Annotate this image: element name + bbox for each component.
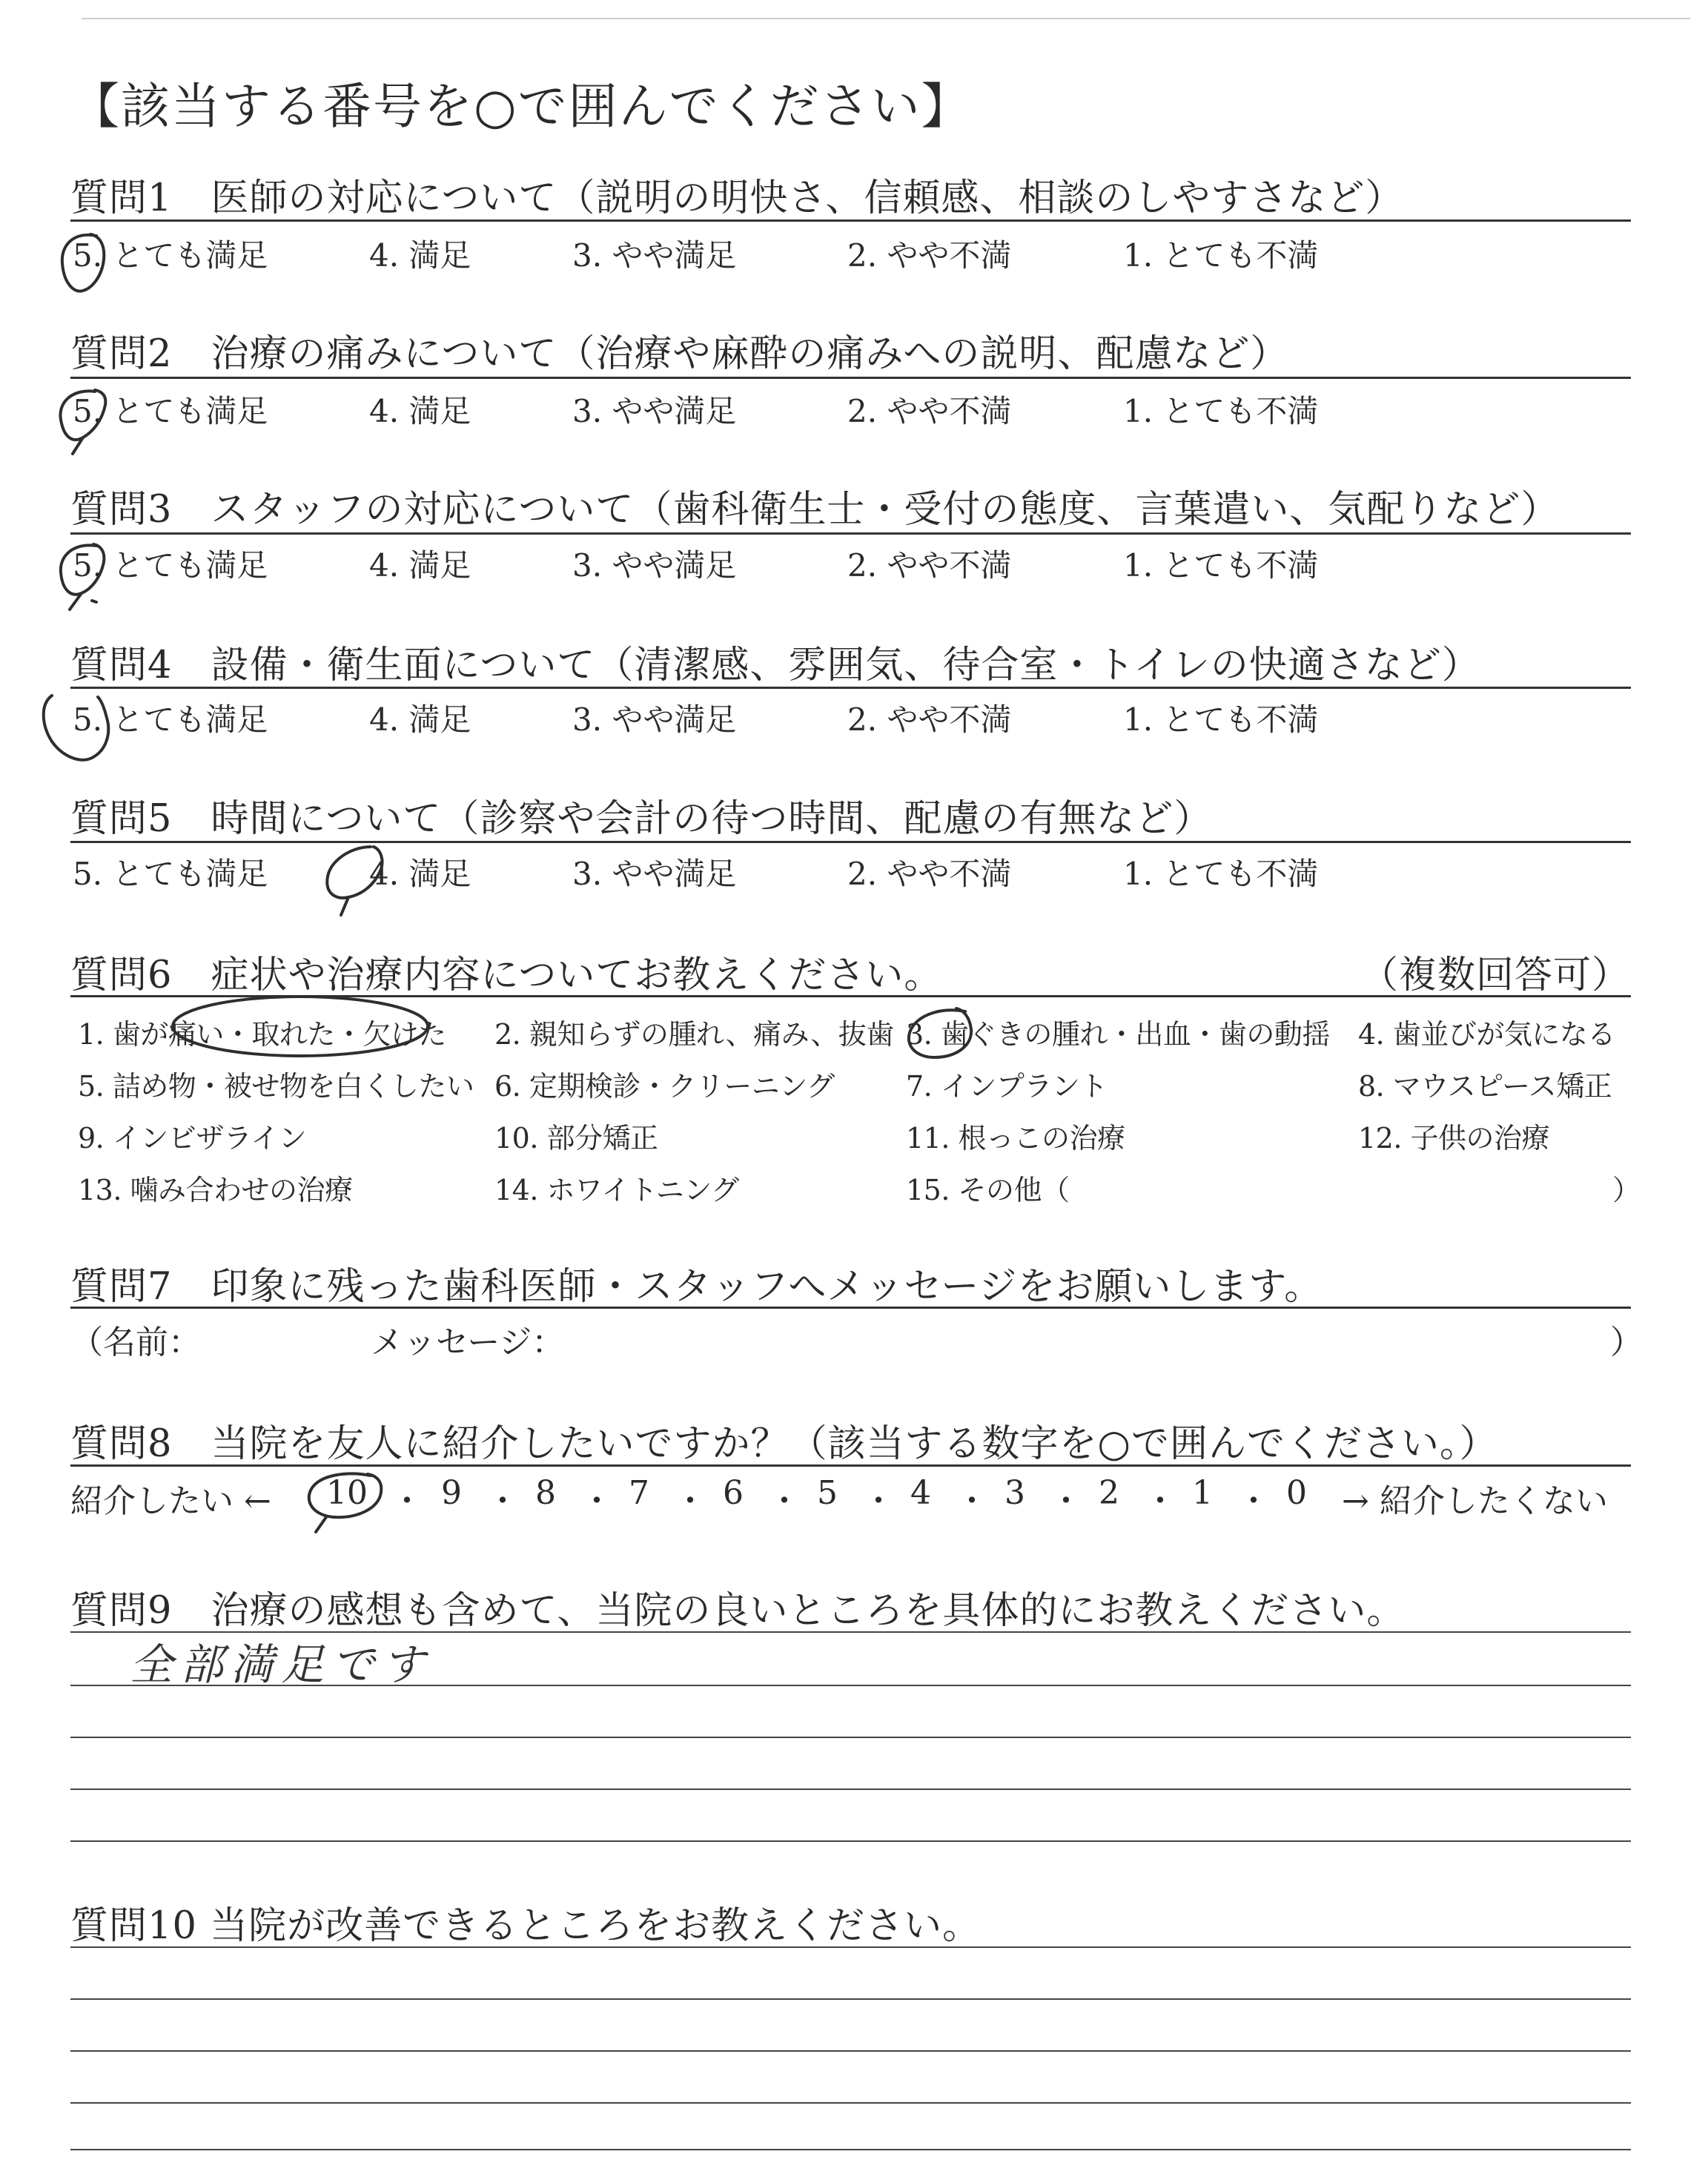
q9-line-2 (70, 1685, 1631, 1686)
q8-separator: ・ (956, 1482, 988, 1520)
q4-option-4[interactable]: 4. 満足 (369, 701, 471, 738)
q8-separator: ・ (1237, 1482, 1270, 1520)
question-8-title: 質問8 当院を友人に紹介したいですか？（該当する数字を○で囲んでください。） (70, 1422, 1498, 1466)
q2-option-5[interactable]: 5. とても満足 (73, 393, 268, 429)
q2-option-3[interactable]: 3. やや満足 (572, 393, 737, 429)
q6-item-13[interactable]: 13. 噛み合わせの治療 (78, 1174, 353, 1206)
q7-name-label: （名前： (70, 1324, 201, 1361)
question-3-title: 質問3 スタッフの対応について（歯科衛生士・受付の態度、言葉遣い、気配りなど） (70, 488, 1560, 532)
q6-item-10[interactable]: 10. 部分矯正 (494, 1122, 658, 1155)
q6-item-15[interactable]: 15. その他（ (906, 1174, 1070, 1206)
q8-score-6[interactable]: 6 (723, 1474, 744, 1512)
q8-separator: ・ (674, 1482, 706, 1520)
q8-score-7[interactable]: 7 (629, 1474, 649, 1512)
q1-option-2[interactable]: 2. やや不満 (847, 237, 1012, 274)
q4-option-5[interactable]: 5. とても満足 (73, 701, 268, 738)
q2-option-1[interactable]: 1. とても不満 (1123, 393, 1319, 429)
q7-message-label: メッセージ： (371, 1324, 565, 1361)
q8-score-1[interactable]: 1 (1192, 1474, 1213, 1512)
q6-item-5[interactable]: 5. 詰め物・被せ物を白くしたい (78, 1070, 474, 1103)
q6-item-2[interactable]: 2. 親知らずの腫れ、痛み、抜歯 (494, 1018, 894, 1051)
question-7-title: 質問7 印象に残った歯科医師・スタッフへメッセージをお願いします。 (70, 1265, 1323, 1309)
q6-item-3[interactable]: 3. 歯ぐきの腫れ・出血・歯の動揺 (906, 1018, 1330, 1051)
q2-option-4[interactable]: 4. 満足 (369, 393, 471, 429)
question-4-rule (70, 687, 1631, 689)
q9-line-3 (70, 1737, 1631, 1738)
q6-item-9[interactable]: 9. インビザライン (78, 1122, 307, 1155)
q8-score-3[interactable]: 3 (1004, 1474, 1025, 1512)
q6-item-6[interactable]: 6. 定期検診・クリーニング (494, 1070, 835, 1103)
q8-score-9[interactable]: 9 (441, 1474, 462, 1512)
q6-item-4[interactable]: 4. 歯並びが気になる (1358, 1018, 1615, 1051)
question-1-rule (70, 219, 1631, 222)
q10-line-4 (70, 2102, 1631, 2104)
q8-separator: ・ (486, 1482, 519, 1520)
q8-right-label: → 紹介したくない (1342, 1482, 1608, 1520)
q1-option-3[interactable]: 3. やや満足 (572, 237, 737, 274)
q6-item-7[interactable]: 7. インプラント (906, 1070, 1108, 1103)
instruction-heading: 【該当する番号を○で囲んでください】 (70, 78, 972, 135)
q9-line-4 (70, 1789, 1631, 1790)
q10-line-2 (70, 1998, 1631, 2000)
q7-close: ） (1610, 1324, 1643, 1361)
q5-option-4[interactable]: 4. 満足 (369, 856, 471, 892)
q8-separator: ・ (862, 1482, 895, 1520)
question-4-title: 質問4 設備・衛生面について（清潔感、雰囲気、待合室・トイレの快適さなど） (70, 644, 1480, 687)
q1-option-4[interactable]: 4. 満足 (369, 237, 471, 274)
q1-option-1[interactable]: 1. とても不満 (1123, 237, 1319, 274)
q10-line-3 (70, 2050, 1631, 2052)
q5-option-2[interactable]: 2. やや不満 (847, 856, 1012, 892)
q10-line-1 (70, 1946, 1631, 1948)
question-7-rule (70, 1307, 1631, 1309)
q3-option-4[interactable]: 4. 満足 (369, 547, 471, 584)
q8-separator: ・ (391, 1482, 423, 1520)
q3-option-2[interactable]: 2. やや不満 (847, 547, 1012, 584)
q6-item-14[interactable]: 14. ホワイトニング (494, 1174, 739, 1206)
q1-option-5[interactable]: 5. とても満足 (73, 237, 268, 274)
q8-separator: ・ (768, 1482, 801, 1520)
q4-option-2[interactable]: 2. やや不満 (847, 701, 1012, 738)
q5-option-1[interactable]: 1. とても不満 (1123, 856, 1319, 892)
q8-separator: ・ (1144, 1482, 1176, 1520)
question-10-title: 質問10 当院が改善できるところをお教えください。 (70, 1904, 982, 1948)
q3-option-5[interactable]: 5. とても満足 (73, 547, 268, 584)
q3-option-1[interactable]: 1. とても不満 (1123, 547, 1319, 584)
q8-score-5[interactable]: 5 (817, 1474, 838, 1512)
q8-left-label: 紹介したい ← (70, 1482, 271, 1520)
q6-other-close: ） (1612, 1174, 1641, 1206)
q6-item-12[interactable]: 12. 子供の治療 (1358, 1122, 1550, 1155)
q8-score-2[interactable]: 2 (1099, 1474, 1119, 1512)
q5-option-5[interactable]: 5. とても満足 (73, 856, 268, 892)
question-6-title: 質問6 症状や治療内容についてお教えください。 (70, 954, 943, 997)
scan-edge-line (82, 18, 1690, 19)
q8-separator: ・ (1050, 1482, 1082, 1520)
q5-option-3[interactable]: 3. やや満足 (572, 856, 737, 892)
question-2-rule (70, 377, 1631, 379)
q10-line-5 (70, 2149, 1631, 2150)
q2-option-2[interactable]: 2. やや不満 (847, 393, 1012, 429)
q9-line-5 (70, 1840, 1631, 1842)
q9-handwritten-answer: 全部満足です (130, 1639, 433, 1690)
q6-item-11[interactable]: 11. 根っこの治療 (906, 1122, 1125, 1155)
question-6-note: （複数回答可） (1360, 954, 1631, 997)
q8-score-4[interactable]: 4 (910, 1474, 931, 1512)
question-2-title: 質問2 治療の痛みについて（治療や麻酔の痛みへの説明、配慮など） (70, 332, 1289, 376)
q4-option-3[interactable]: 3. やや満足 (572, 701, 737, 738)
question-5-rule (70, 841, 1631, 843)
q6-item-8[interactable]: 8. マウスピース矯正 (1358, 1070, 1612, 1103)
q8-score-10[interactable]: 10 (326, 1474, 368, 1512)
q8-score-8[interactable]: 8 (535, 1474, 556, 1512)
q8-score-0[interactable]: 0 (1286, 1474, 1307, 1512)
q4-option-1[interactable]: 1. とても不満 (1123, 701, 1319, 738)
q8-separator: ・ (580, 1482, 613, 1520)
question-3-rule (70, 532, 1631, 535)
question-9-title: 質問9 治療の感想も含めて、当院の良いところを具体的にお教えください。 (70, 1589, 1406, 1633)
q3-option-3[interactable]: 3. やや満足 (572, 547, 737, 584)
question-5-title: 質問5 時間について（診察や会計の待つ時間、配慮の有無など） (70, 797, 1213, 841)
question-6-rule (70, 995, 1631, 997)
question-1-title: 質問1 医師の対応について（説明の明快さ、信頼感、相談のしやすさなど） (70, 176, 1404, 220)
q6-item-1[interactable]: 1. 歯が痛い・取れた・欠けた (78, 1018, 446, 1051)
question-8-rule (70, 1464, 1631, 1467)
